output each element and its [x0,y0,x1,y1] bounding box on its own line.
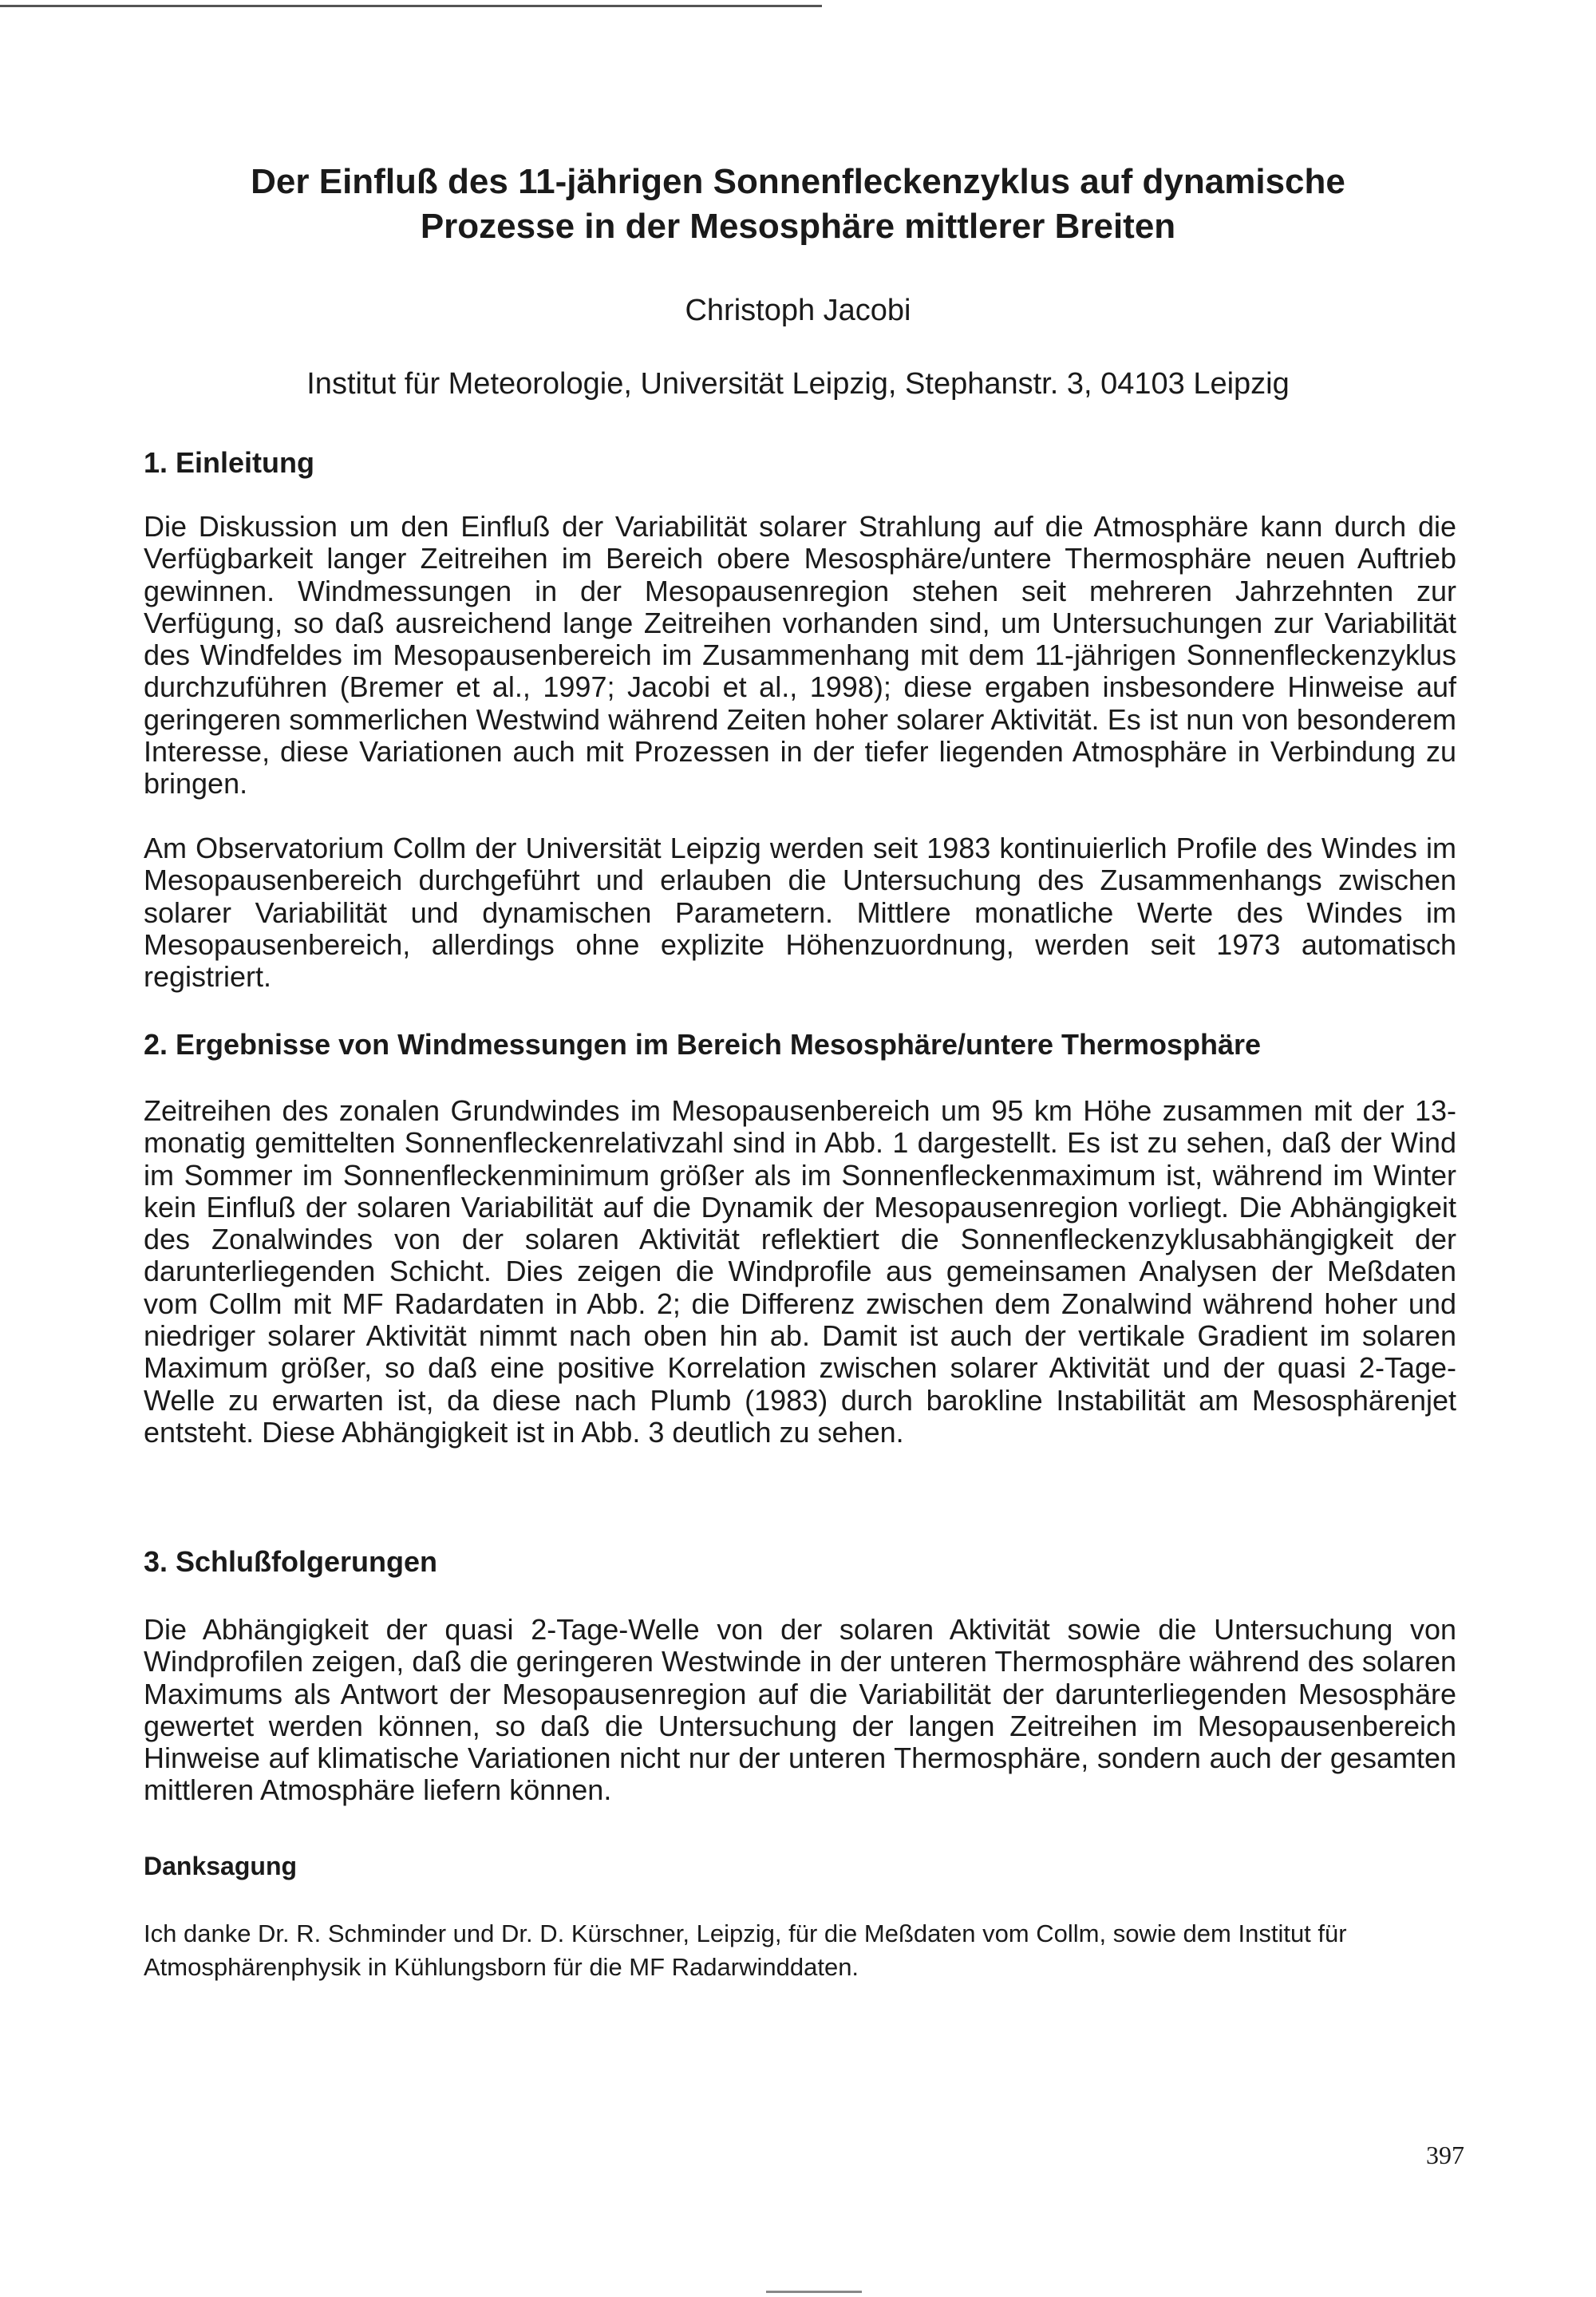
acknowledgement-text: Ich danke Dr. R. Schminder und Dr. D. Kürschner, Leipzig, für die Meßdaten vom Collm, sowie dem Institut für Atmosphärenphysik in Kühlungsborn für die MF Radarwinddaten. [144,1919,1347,1981]
conclusions-paragraph: Die Abhängigkeit der quasi 2-Tage-Welle von der solaren Aktivität sowie die Untersuchung von Windprofilen zeigen, daß die geringeren Westwinde in der unteren Thermosphäre während des solaren Maximums als Antwort der Mesopausenregion auf die Variabilität der darunterliegenden Mesosphäre gewertet werden können, so daß die Untersuchung der langen Zeitreihen im Mesopausenbereich Hinweise auf klimatische Variationen nicht nur der unteren Thermosphäre, sondern auch der gesamten mittleren Atmosphäre liefern können. [144,1613,1456,1807]
bottom-rule [766,2291,862,2293]
acknowledgement-heading: Danksagung [144,1852,298,1880]
paper-title-line-1: Der Einfluß des 11-jährigen Sonnenfleckenzyklus auf dynamische [251,162,1345,201]
paper-title-line-2: Prozesse in der Mesosphäre mittlerer Breiten [420,207,1176,246]
top-rule [0,5,822,7]
results-paragraph: Zeitreihen des zonalen Grundwindes im Mesopausenbereich um 95 km Höhe zusammen mit der 13-monatig gemittelten Sonnenfleckenrelativzahl sind in Abb. 1 dargestellt. Es ist zu sehen, daß der Wind im Sommer im Sonnenfleckenminimum größer als im Sonnenfleckenmaximum ist, während im Winter kein Einfluß der solaren Variabilität auf die Dynamik der Mesopausenregion vorliegt. Die Abhängigkeit des Zonalwindes von der solaren Aktivität reflektiert die Sonnenfleckenzyklusabhängigkeit der darunterliegenden Schicht. Dies zeigen die Windprofile aus gemeinsamen Analysen der Meßdaten vom Collm mit MF Radardaten in Abb. 2; die Differenz zwischen dem Zonalwind während hoher und niedriger solarer Aktivität nimmt nach oben hin ab. Damit ist auch der vertikale Gradient im solaren Maximum größer, so daß eine positive Korrelation zwischen solarer Aktivität und der quasi 2-Tage-Welle zu erwarten ist, da diese nach Plumb (1983) durch barokline Instabilität am Mesosphärenjet entsteht. Diese Abhängigkeit ist in Abb. 3 deutlich zu sehen. [144,1094,1456,1449]
page-number: 397 [1426,2141,1464,2169]
section-heading-conclusions: 3. Schlußfolgerungen [144,1545,438,1578]
introduction-paragraph-1: Die Diskussion um den Einfluß der Variabilität solarer Strahlung auf die Atmosphäre kann durch die Verfügbarkeit langer Zeitreihen im Bereich obere Mesosphäre/untere Thermosphäre neuen Auftrieb gewinnen. Windmessungen in der Mesopausenregion stehen seit mehreren Jahrzehnten zur Verfügung, so daß ausreichend lange Zeitreihen vorhanden sind, um Untersuchungen zur Variabilität des Windfeldes im Mesopausenbereich im Zusammenhang mit dem 11-jährigen Sonnenfleckenzyklus durchzuführen (Bremer et al., 1997; Jacobi et al., 1998); diese ergaben insbesondere Hinweise auf geringeren sommerlichen Westwind während Zeiten hoher solarer Aktivität. Es ist nun von besonderem Interesse, diese Variationen auch mit Prozessen in der tiefer liegenden Atmosphäre in Verbindung zu bringen. [144,510,1456,801]
paper-title [160,160,1436,249]
section-heading-results: 2. Ergebnisse von Windmessungen im Bereich Mesosphäre/untere Thermosphäre [144,1028,1262,1061]
introduction-paragraph-2: Am Observatorium Collm der Universität Leipzig werden seit 1983 kontinuierlich Profile des Windes im Mesopausenbereich durchgeführt und erlauben die Untersuchung des Zusammenhangs zwischen solarer Variabilität und dynamischen Parametern. Mittlere monatliche Werte des Windes im Mesopausenbereich, allerdings ohne explizite Höhenzuordnung, werden seit 1973 automatisch registriert. [144,832,1456,994]
author-name: Christoph Jacobi [685,294,911,327]
section-heading-introduction: 1. Einleitung [144,446,315,479]
author-affiliation: Institut für Meteorologie, Universität Leipzig, Stephanstr. 3, 04103 Leipzig [306,367,1290,401]
